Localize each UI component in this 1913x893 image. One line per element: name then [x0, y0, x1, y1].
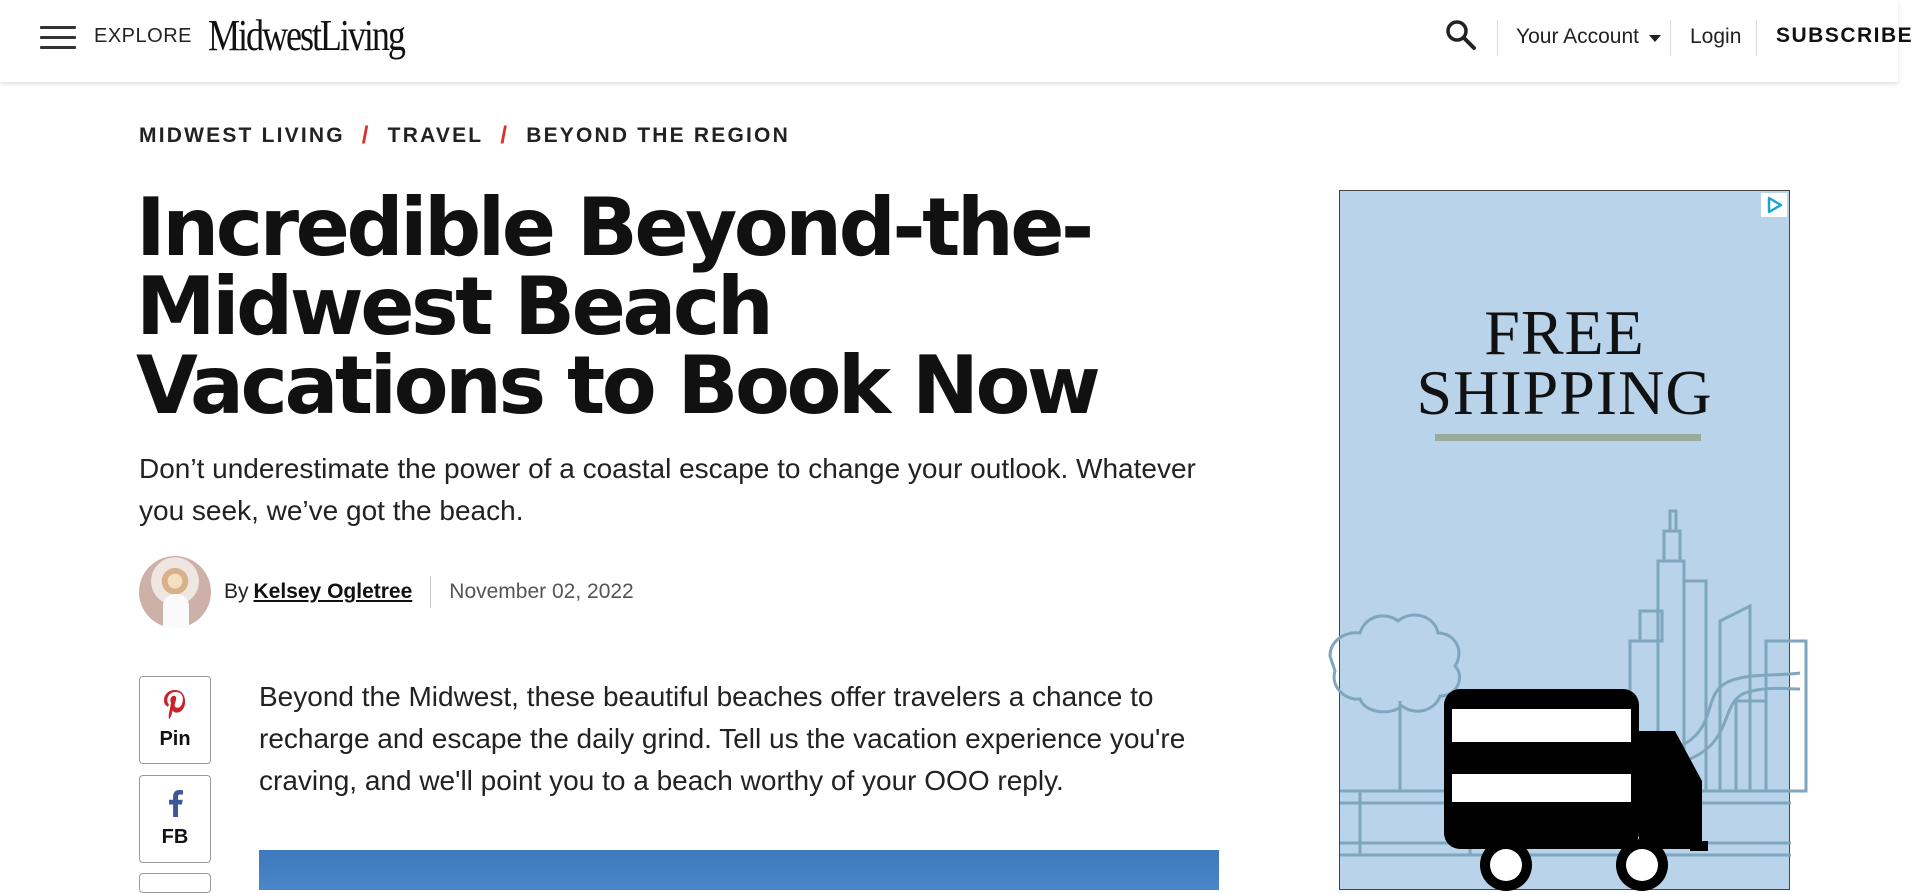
ad-headline-line2: SHIPPING: [1416, 357, 1713, 428]
search-icon[interactable]: [1444, 18, 1478, 52]
ad-city-truck-illustration: [1340, 461, 1791, 891]
by-label: By: [224, 580, 249, 603]
header-divider: [1756, 20, 1757, 56]
pin-share-button[interactable]: [139, 676, 211, 764]
breadcrumb-separator: /: [500, 122, 510, 149]
article-title: Incredible Beyond-the-Midwest Beach Vacations to Book Now: [136, 181, 1098, 432]
article-hero-image: [259, 850, 1219, 890]
author-avatar: [139, 556, 211, 628]
chevron-down-icon: [1649, 35, 1661, 42]
hamburger-menu-icon[interactable]: [40, 26, 76, 50]
breadcrumb: [139, 122, 790, 150]
publish-date: November 02, 2022: [449, 580, 634, 603]
pin-label: Pin: [159, 728, 191, 750]
subscribe-link[interactable]: SUBSCRIBE: [1776, 24, 1913, 47]
article-intro-paragraph: Beyond the Midwest, these beautiful beaches offer travelers a chance to recharge and escape the daily grind. Tell us the vacation experience you're craving, and we'll point you to a beach worthy of your OOO reply.: [259, 681, 1186, 796]
ad-choices-icon[interactable]: [1761, 193, 1787, 217]
author-link[interactable]: Kelsey Ogletree: [253, 580, 413, 603]
facebook-share-button[interactable]: [139, 775, 211, 863]
breadcrumb-separator: /: [361, 122, 371, 149]
header-divider: [1670, 20, 1671, 56]
facebook-icon: [166, 789, 184, 822]
advertisement[interactable]: [1339, 190, 1790, 890]
login-link[interactable]: Login: [1690, 25, 1742, 48]
ad-underline: [1435, 434, 1701, 441]
byline: [139, 556, 634, 628]
header-divider: [1497, 20, 1498, 56]
byline-divider: [430, 576, 431, 608]
breadcrumb-item-beyond-the-region[interactable]: BEYOND THE REGION: [526, 124, 790, 147]
ad-headline: [1340, 297, 1789, 428]
fb-label: FB: [161, 826, 189, 848]
explore-link[interactable]: EXPLORE: [94, 25, 192, 47]
site-logo[interactable]: MidwestLiving: [208, 11, 404, 60]
article-dek: Don’t underestimate the power of a coastal escape to change your outlook. Whatever you seek, we’ve got the beach.: [139, 453, 1196, 526]
site-header: [0, 0, 1913, 82]
pinterest-icon: [162, 689, 188, 724]
account-label: Your Account: [1516, 25, 1639, 48]
more-share-button[interactable]: [139, 873, 211, 893]
breadcrumb-item-midwest-living[interactable]: MIDWEST LIVING: [139, 124, 345, 147]
ad-headline-line1: FREE: [1484, 297, 1645, 368]
breadcrumb-item-travel[interactable]: TRAVEL: [387, 124, 484, 147]
account-dropdown[interactable]: [1516, 25, 1661, 49]
